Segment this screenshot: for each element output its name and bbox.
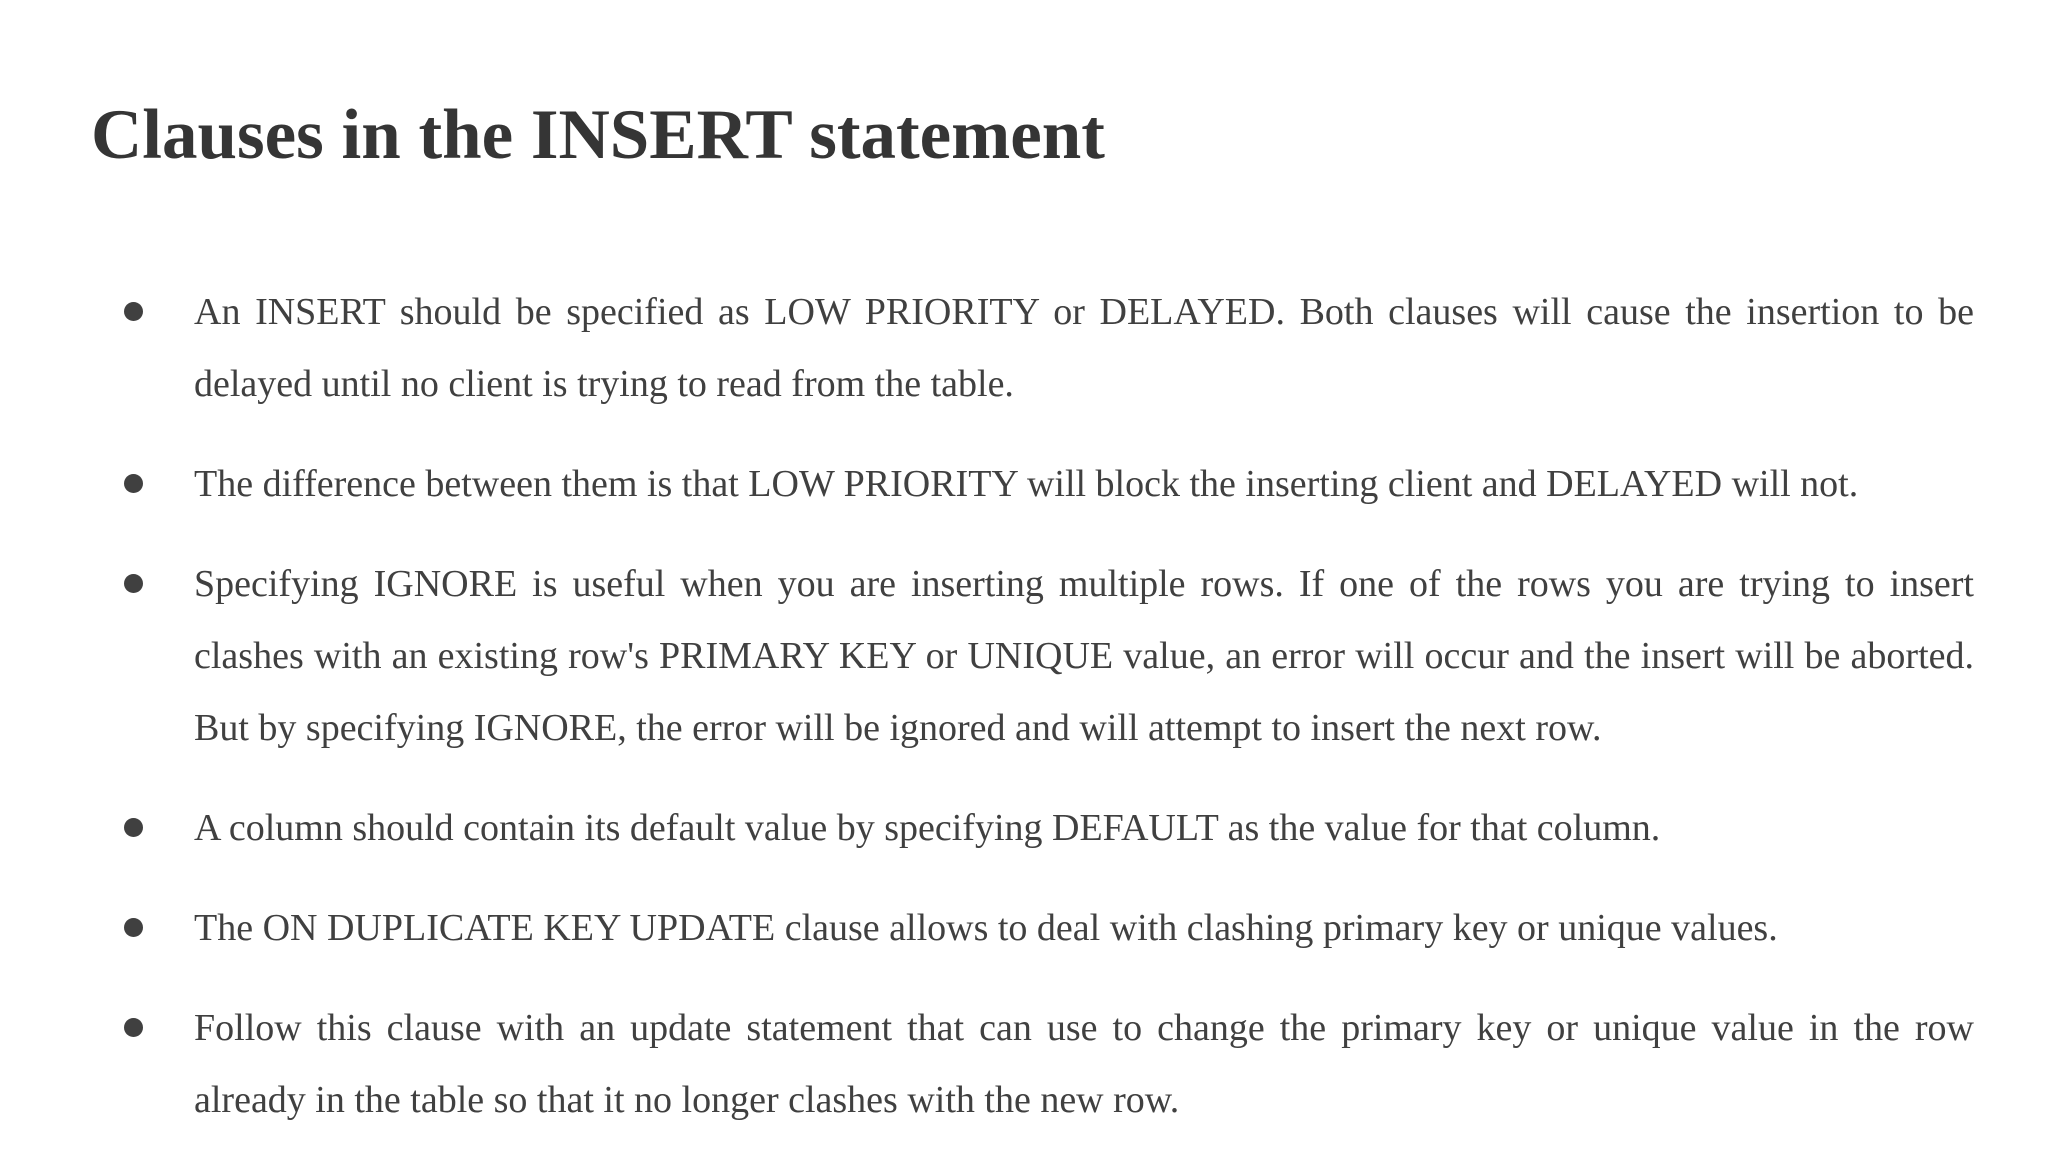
bullet-item: [0, 276, 2048, 420]
bullet-list: [0, 276, 2048, 1164]
bullet-dot-icon: [124, 918, 143, 937]
bullet-text: An INSERT should be specified as LOW PRIORITY or DELAYED. Both clauses will cause the insertion to be delayed until no client is trying to read from the table.: [194, 291, 1974, 405]
bullet-text: The ON DUPLICATE KEY UPDATE clause allows to deal with clashing primary key or unique values.: [194, 907, 1778, 949]
bullet-text: Specifying IGNORE is useful when you are inserting multiple rows. If one of the rows you are trying to insert clashes with an existing row's PRIMARY KEY or UNIQUE value, an error will occur and the insert will be aborted. But by specifying IGNORE, the error will be ignored and will attempt to insert the next row.: [194, 563, 1974, 749]
bullet-dot-icon: [124, 302, 143, 321]
bullet-item: [0, 548, 2048, 764]
bullet-text: The difference between them is that LOW PRIORITY will block the inserting client and DELAYED will not.: [194, 463, 1859, 505]
bullet-item: [0, 792, 2048, 864]
bullet-item: [0, 892, 2048, 964]
bullet-text: Follow this clause with an update statement that can use to change the primary key or unique value in the row already in the table so that it no longer clashes with the new row.: [194, 1007, 1974, 1121]
bullet-item: [0, 992, 2048, 1136]
bullet-dot-icon: [124, 818, 143, 837]
slide-title: Clauses in the INSERT statement: [91, 96, 1105, 174]
bullet-dot-icon: [124, 574, 143, 593]
bullet-text: A column should contain its default value by specifying DEFAULT as the value for that column.: [194, 807, 1661, 849]
bullet-item: [0, 448, 2048, 520]
bullet-dot-icon: [124, 474, 143, 493]
bullet-dot-icon: [124, 1018, 143, 1037]
